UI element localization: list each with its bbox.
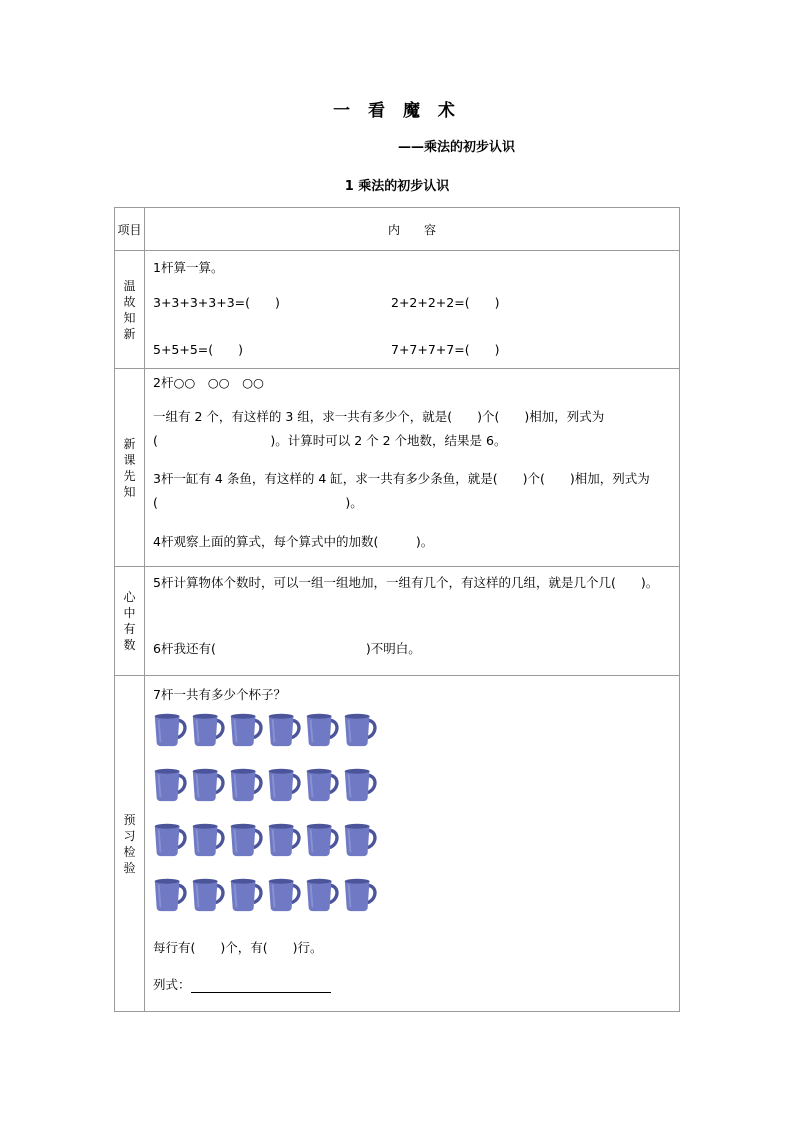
- mug-icon: [227, 821, 265, 859]
- mug-icon: [265, 766, 303, 804]
- reflection-q6-text: 6杆我还有( )不明白。: [153, 641, 421, 656]
- mug-icon: [151, 876, 189, 914]
- mug-icon: [341, 821, 379, 859]
- mug-icon: [227, 711, 265, 749]
- formula-label: 列式：: [153, 977, 191, 992]
- practice-q7-text: 7杆一共有多少个杯子？: [153, 687, 286, 702]
- header-item-label: 项目: [117, 222, 142, 237]
- review-q3: 5+5+5=( ): [153, 342, 244, 357]
- practice-content-cell: [145, 676, 680, 1012]
- mug-icon: [265, 821, 303, 859]
- formula-blank: [191, 980, 331, 993]
- header-content-label: 内 容: [387, 222, 436, 237]
- review-label-cell: [115, 251, 145, 369]
- new-lesson-q3-text: 3杆一缸有 4 条鱼，有这样的 4 缸，求一共有多少条鱼，就是( )个( )相加，列式为( )。: [153, 471, 650, 510]
- new-lesson-content-cell: [145, 369, 680, 567]
- mug-icon: [265, 876, 303, 914]
- mug-icon: [227, 766, 265, 804]
- new-lesson-q4-text: 4杆观察上面的算式，每个算式中的加数( )。: [153, 534, 434, 549]
- mug-icon: [265, 711, 303, 749]
- mug-icon: [189, 821, 227, 859]
- mug-icon: [189, 766, 227, 804]
- new-lesson-q2-text: 一组有 2 个，有这样的 3 组，求一共有多少个，就是( )个( )相加，列式为( )。计算时可以 2 个 2 个地数，结果是 6。: [153, 409, 605, 448]
- mug-icon: [151, 821, 189, 859]
- mug-icon: [227, 876, 265, 914]
- mug-icon: [151, 766, 189, 804]
- new-lesson-label: 新课先知: [123, 436, 136, 499]
- mug-icon: [341, 711, 379, 749]
- mug-icon: [303, 711, 341, 749]
- review-q2: 2+2+2+2=( ): [391, 295, 500, 310]
- reflection-label: 心中有数: [123, 590, 136, 652]
- new-lesson-label-cell: [115, 369, 145, 567]
- practice-formula: [153, 975, 331, 993]
- review-content-cell: [145, 251, 680, 369]
- page-subtitle: ——乘法的初步认识: [398, 140, 516, 155]
- mug-icon: [303, 821, 341, 859]
- reflection-content-cell: [145, 567, 680, 676]
- header-content-cell: [145, 208, 680, 251]
- mug-row: [151, 766, 379, 804]
- review-label: 温故知新: [123, 278, 136, 341]
- mug-icon: [189, 876, 227, 914]
- review-intro: 1杆算一算。: [153, 260, 224, 275]
- mug-icon: [303, 766, 341, 804]
- mug-icon: [189, 711, 227, 749]
- page-title: 一 看 魔 术: [333, 101, 461, 121]
- mug-icon: [303, 876, 341, 914]
- mug-icon: [341, 766, 379, 804]
- mug-icon: [151, 711, 189, 749]
- mug-row: [151, 711, 379, 749]
- mug-row: [151, 876, 379, 914]
- reflection-label-cell: [115, 567, 145, 676]
- practice-label-cell: [115, 676, 145, 1012]
- review-q1: 3+3+3+3+3=( ): [153, 295, 280, 310]
- review-q4: 7+7+7+7=( ): [391, 342, 500, 357]
- mug-row: [151, 821, 379, 859]
- practice-answer-line: 每行有( )个，有( )行。: [153, 940, 323, 955]
- mug-icon: [341, 876, 379, 914]
- reflection-q5-text: 5杆计算物体个数时，可以一组一组地加，一组有几个，有这样的几组，就是几个几( )。: [153, 575, 659, 590]
- new-lesson-q2-head: 2杆○○ ○○ ○○: [153, 375, 264, 390]
- worksheet-table: [114, 207, 680, 1012]
- practice-label: 预习检验: [123, 812, 136, 875]
- header-item-cell: [115, 208, 145, 251]
- lesson-title: 1 乘法的初步认识: [344, 179, 450, 194]
